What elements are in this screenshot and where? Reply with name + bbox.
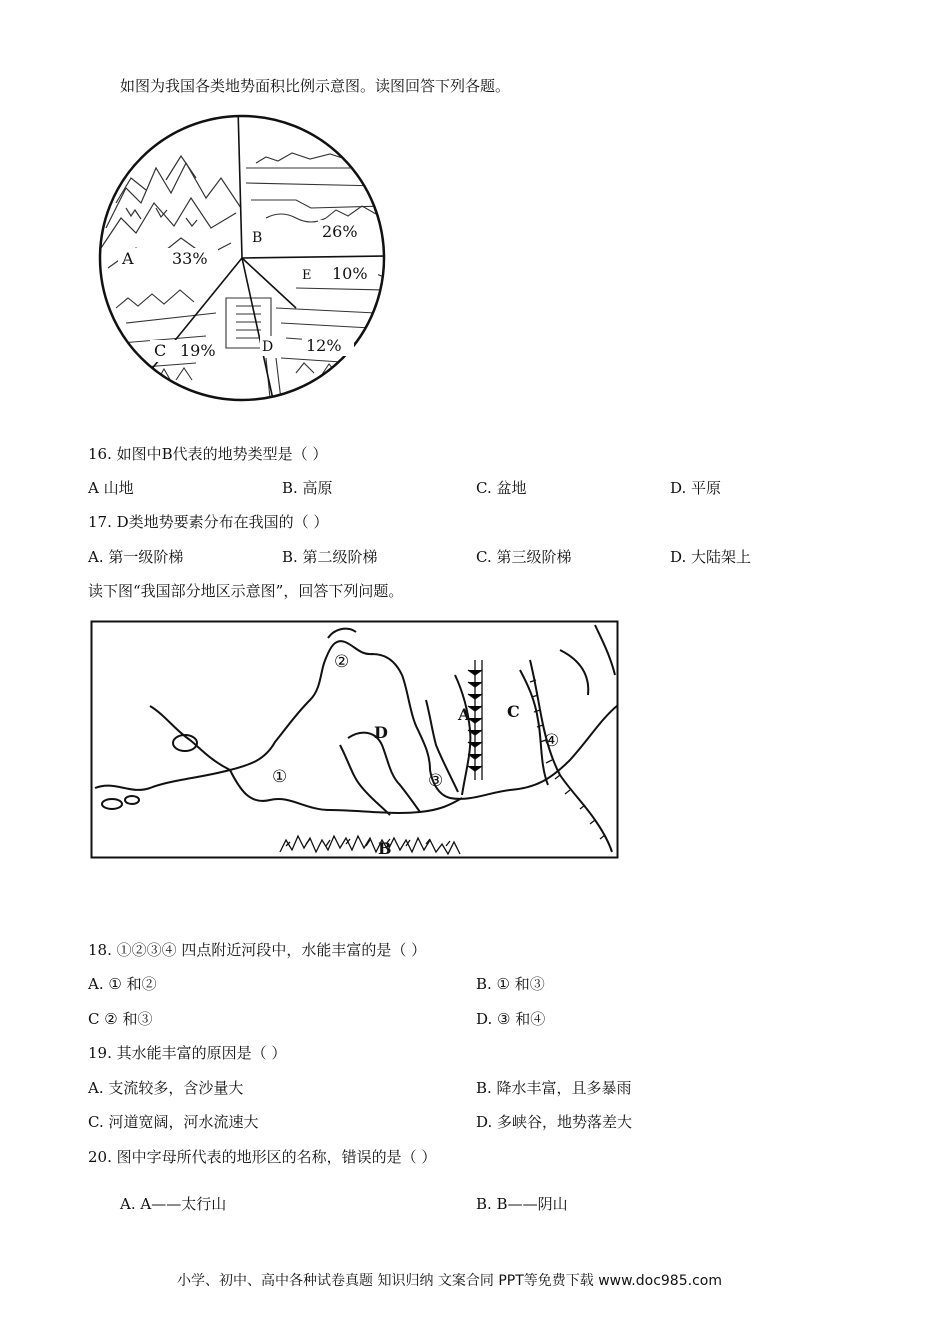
pie-value-a: 33% bbox=[172, 249, 208, 268]
pie-label-d: D bbox=[262, 339, 274, 355]
q17-option-c[interactable]: C. 第三级阶梯 bbox=[476, 548, 572, 566]
intro-text-1: 如图为我国各类地势面积比例示意图。读图回答下列各题。 bbox=[120, 77, 511, 95]
map-label-c: C bbox=[507, 702, 520, 721]
q18-stem: 18. ①②③④ 四点附近河段中，水能丰富的是（ ） bbox=[88, 941, 427, 959]
map-point-2: ② bbox=[334, 652, 350, 672]
q17-stem: 17. D类地势要素分布在我国的（ ） bbox=[88, 513, 329, 531]
map-label-a: A bbox=[458, 705, 471, 724]
map-point-1: ① bbox=[272, 767, 288, 787]
pie-label-e: E bbox=[302, 268, 312, 283]
map-frame bbox=[92, 622, 618, 858]
q16-stem: 16. 如图中B代表的地势类型是（ ） bbox=[88, 445, 328, 463]
intro-text-2: 读下图“我国部分地区示意图”，回答下列问题。 bbox=[88, 582, 404, 600]
q18-option-d[interactable]: D. ③ 和④ bbox=[476, 1010, 546, 1028]
q18-option-a[interactable]: A. ① 和② bbox=[88, 975, 157, 993]
map-point-4: ④ bbox=[544, 731, 560, 751]
q19-option-d[interactable]: D. 多峡谷，地势落差大 bbox=[476, 1113, 633, 1131]
q20-stem: 20. 图中字母所代表的地形区的名称，错误的是（ ） bbox=[88, 1148, 437, 1166]
pie-label-a: A bbox=[122, 249, 134, 268]
terrain-area-pie-figure bbox=[96, 108, 388, 408]
pie-value-d: 12% bbox=[306, 336, 342, 355]
q19-option-c[interactable]: C. 河道宽阔，河水流速大 bbox=[88, 1113, 259, 1131]
map-label-b: B bbox=[378, 839, 392, 858]
pie-label-c: C bbox=[154, 341, 167, 360]
map-label-d: D bbox=[374, 723, 388, 742]
q17-option-b[interactable]: B. 第二级阶梯 bbox=[282, 548, 378, 566]
map-point-3: ③ bbox=[428, 771, 444, 791]
q16-option-a[interactable]: A 山地 bbox=[88, 479, 134, 497]
q20-option-b[interactable]: B. B——阴山 bbox=[476, 1195, 568, 1213]
region-map-figure bbox=[90, 620, 620, 860]
footer-text: 小学、初中、高中各种试卷真题 知识归纳 文案合同 PPT等免费下载 www.doc985.com bbox=[177, 1273, 722, 1289]
pie-value-b: 26% bbox=[322, 222, 358, 241]
q18-option-c[interactable]: C ② 和③ bbox=[88, 1010, 153, 1028]
q19-stem: 19. 其水能丰富的原因是（ ） bbox=[88, 1044, 287, 1062]
q19-option-b[interactable]: B. 降水丰富，且多暴雨 bbox=[476, 1079, 632, 1097]
pie-label-b: B bbox=[252, 230, 263, 246]
q17-option-a[interactable]: A. 第一级阶梯 bbox=[88, 548, 184, 566]
q17-option-d[interactable]: D. 大陆架上 bbox=[670, 548, 752, 566]
q19-option-a[interactable]: A. 支流较多，含沙量大 bbox=[88, 1079, 244, 1097]
pie-value-c: 19% bbox=[180, 341, 216, 360]
q16-option-c[interactable]: C. 盆地 bbox=[476, 479, 527, 497]
q16-option-b[interactable]: B. 高原 bbox=[282, 479, 333, 497]
q20-option-a[interactable]: A. A——太行山 bbox=[120, 1195, 227, 1213]
pie-value-e: 10% bbox=[332, 264, 368, 283]
q18-option-b[interactable]: B. ① 和③ bbox=[476, 975, 545, 993]
q16-option-d[interactable]: D. 平原 bbox=[670, 479, 722, 497]
